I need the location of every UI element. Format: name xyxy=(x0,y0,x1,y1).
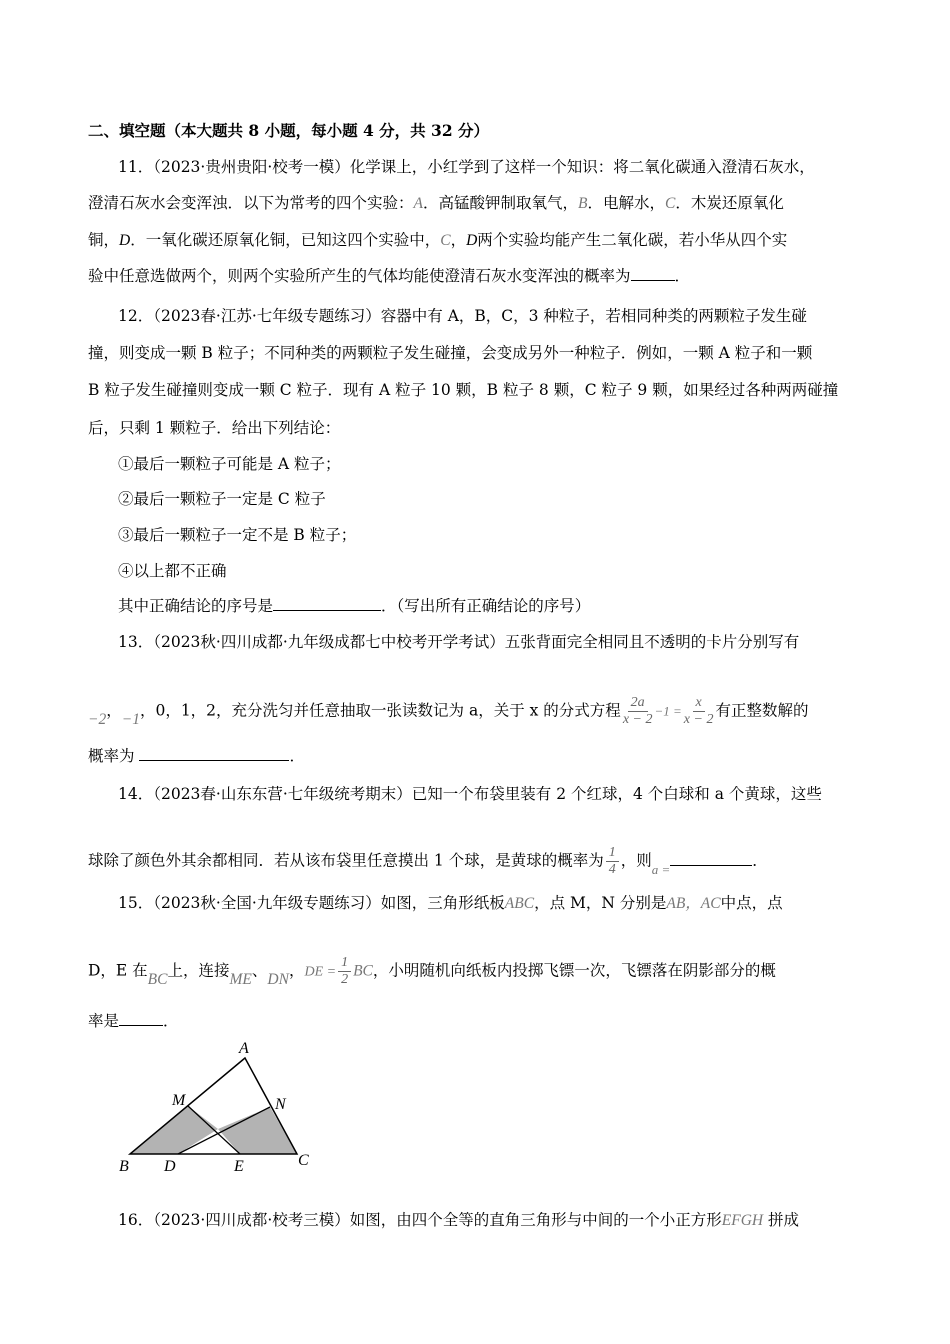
math: EFGH xyxy=(721,1212,764,1229)
q12-option: ③最后一颗粒子一定不是 B 粒子； xyxy=(118,526,357,544)
q13-line-3 xyxy=(88,746,305,766)
math: DE = xyxy=(304,964,337,980)
q15-line-3 xyxy=(88,1011,179,1031)
math: BC xyxy=(353,962,373,980)
fraction xyxy=(684,695,714,728)
math: AB，AC xyxy=(666,895,721,912)
answer-blank[interactable] xyxy=(273,596,381,611)
text: ， xyxy=(288,961,305,980)
text: 有正整数解的 xyxy=(715,701,809,720)
q12-line-3: B 粒子发生碰撞则变成一颗 C 粒子．现有 A 粒子 10 颗，B 粒子 8 颗，C 粒子 9 颗，如果经过各种两两碰撞 xyxy=(88,381,839,399)
text: ．高锰酸钾制取氧气， xyxy=(422,194,578,212)
math: ME xyxy=(229,970,252,988)
text: 概率为 xyxy=(88,747,135,765)
section-title: 二、填空题（本大题共 8 小题，每小题 4 分，共 32 分） xyxy=(88,121,490,140)
text: 验中任意选做两个，则两个实验所产生的气体均能使澄清石灰水变浑浊的概率为 xyxy=(88,267,631,285)
label-a: A xyxy=(239,1040,249,1057)
answer-blank[interactable] xyxy=(119,1011,163,1026)
q12-option: ②最后一颗粒子一定是 C 粒子 xyxy=(118,490,326,508)
math-a: A xyxy=(413,195,423,212)
text: ． xyxy=(163,1012,179,1030)
text: ．木炭还原氧化 xyxy=(675,194,784,212)
numerator: 1 xyxy=(606,845,619,862)
text: ．电解水， xyxy=(587,194,665,212)
label-m: M xyxy=(172,1092,186,1109)
q11-line-4 xyxy=(88,266,690,286)
text: 15．（2023秋·全国·九年级专题练习）如图，三角形纸板 xyxy=(118,894,505,912)
denominator: x − 2 xyxy=(683,712,714,727)
shaded-region-left xyxy=(130,1106,218,1154)
text: 上，连接 xyxy=(167,961,230,980)
answer-blank[interactable] xyxy=(631,266,675,281)
q12-option: ④以上都不正确 xyxy=(118,562,227,580)
q14-line-2 xyxy=(88,845,768,878)
text: 其中正确结论的序号是 xyxy=(118,597,274,615)
denominator: 2 xyxy=(341,972,349,987)
q12-line-2: 撞，则变成一颗 B 粒子；不同种类的两颗粒子发生碰撞，会变成另外一种粒子．例如，一颗 A 粒子和一颗 xyxy=(88,344,813,362)
math: −2 xyxy=(88,710,107,728)
label-c: C xyxy=(298,1152,309,1169)
answer-blank[interactable] xyxy=(139,746,289,761)
fraction xyxy=(338,955,351,988)
q14-line-1: 14．（2023春·山东东营·七年级统考期末）已知一个布袋里装有 2 个红球，4 个白球和 a 个黄球，这些 xyxy=(118,785,822,803)
answer-blank[interactable] xyxy=(670,851,752,866)
q16-line-1 xyxy=(118,1210,799,1231)
q12-line-4: 后，只剩 1 颗粒子．给出下列结论： xyxy=(88,419,341,437)
text: 率是 xyxy=(88,1012,120,1030)
text: 中点，点 xyxy=(720,894,783,912)
math-d: D xyxy=(119,232,131,249)
q12-option: ①最后一颗粒子可能是 A 粒子； xyxy=(118,455,341,473)
text: ，0，1，2，充分洗匀并任意抽取一张读数记为 a，关于 x 的分式方程 xyxy=(139,701,621,720)
text: 、 xyxy=(251,961,268,980)
text: 两个实验均能产生二氧化碳，若小华从四个实 xyxy=(477,231,788,249)
text: 澄清石灰水会变浑浊．以下为常考的四个实验： xyxy=(88,194,414,212)
label-d: D xyxy=(164,1158,176,1175)
label-n: N xyxy=(275,1096,286,1113)
text: 铜， xyxy=(88,231,120,249)
math: −1 xyxy=(121,710,140,728)
math: BC xyxy=(147,970,168,988)
numerator: 1 xyxy=(338,955,351,972)
q11-line-3 xyxy=(88,230,787,251)
triangle-figure xyxy=(110,1035,320,1175)
text: ． xyxy=(289,747,305,765)
q12-line-5 xyxy=(118,596,590,616)
text: ．（写出所有正确结论的序号） xyxy=(381,597,591,615)
math-d: D xyxy=(466,232,478,249)
q15-line-1 xyxy=(118,893,783,914)
text: 球除了颜色外其余都相同．若从该布袋里任意摸出 1 个球，是黄球的概率为 xyxy=(88,851,604,870)
q11-line-1: 11．（2023·贵州贵阳·校考一模）化学课上，小红学到了这样一个知识：将二氧化碳通入澄清石灰水， xyxy=(118,158,815,176)
math-c: C xyxy=(440,232,451,249)
denominator: x − 2 xyxy=(622,712,653,727)
fraction xyxy=(623,695,653,728)
text: ，则 xyxy=(620,851,652,870)
q11-line-2 xyxy=(88,193,784,214)
math-b: B xyxy=(578,195,588,212)
math-c: C xyxy=(664,195,676,212)
q15-line-2 xyxy=(88,955,776,988)
math: −1 = xyxy=(654,703,682,719)
math: ABC xyxy=(504,895,535,912)
text: ， xyxy=(450,231,467,249)
text: ． xyxy=(752,851,768,870)
text: ，小明随机向纸板内投掷飞镖一次，飞镖落在阴影部分的概 xyxy=(372,961,776,980)
label-b: B xyxy=(119,1158,129,1175)
numerator: 2a xyxy=(628,695,648,712)
text: ， xyxy=(106,701,122,720)
q13-line-2 xyxy=(88,695,808,728)
text: ． xyxy=(674,267,691,285)
math: a = xyxy=(651,861,671,877)
q12-line-1: 12．（2023春·江苏·七年级专题练习）容器中有 A，B，C，3 种粒子，若相同种类的两颗粒子发生碰 xyxy=(118,307,807,325)
text: 拼成 xyxy=(768,1211,800,1229)
label-e: E xyxy=(234,1158,244,1175)
math: DN xyxy=(267,970,289,988)
q13-line-1: 13．（2023秋·四川成都·九年级成都七中校考开学考试）五张背面完全相同且不透明的卡片分别写有 xyxy=(118,633,800,651)
text: 16．（2023·四川成都·校考三模）如图，由四个全等的直角三角形与中间的一个小正方形 xyxy=(118,1211,722,1229)
text: ．一氧化碳还原氧化铜，已知这四个实验中， xyxy=(130,231,441,249)
text: ，点 M，N 分别是 xyxy=(534,894,667,912)
numerator: x xyxy=(693,695,705,712)
fraction xyxy=(606,845,619,878)
denominator: 4 xyxy=(608,862,616,877)
text: D，E 在 xyxy=(88,961,148,980)
